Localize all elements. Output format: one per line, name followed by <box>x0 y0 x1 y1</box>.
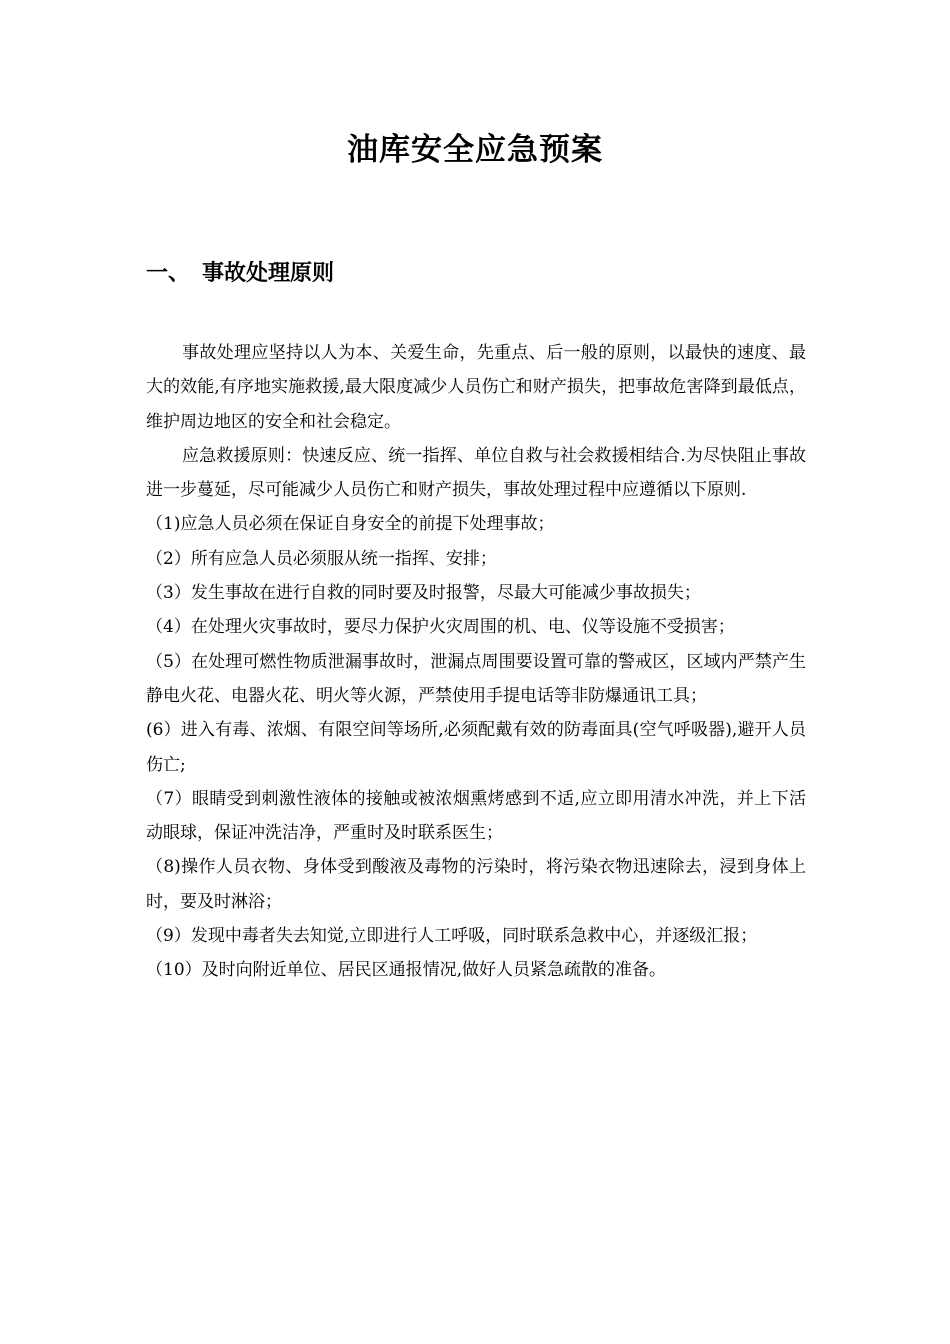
paragraph: 应急救援原则：快速反应、统一指挥、单位自救与社会救援相结合.为尽快阻止事故进一步蔓延，尽可能减少人员伤亡和财产损失，事故处理过程中应遵循以下原则. <box>146 445 806 501</box>
list-item: （10）及时向附近单位、居民区通报情况,做好人员紧急疏散的准备。 <box>146 960 667 981</box>
section-number: 一、 <box>146 261 191 286</box>
document-title: 油库安全应急预案 <box>347 132 603 168</box>
document-body <box>146 336 806 988</box>
list-item: （2）所有应急人员必须服从统一指挥、安排； <box>146 548 497 569</box>
list-item: （7）眼睛受到刺激性液体的接触或被浓烟熏烤感到不适,应立即用清水冲洗，并上下活动眼球，保证冲洗洁净，严重时及时联系医生； <box>146 788 806 844</box>
list-item: （9）发现中毒者失去知觉,立即进行人工呼吸，同时联系急救中心，并逐级汇报； <box>146 926 758 947</box>
list-item: (6）进入有毒、浓烟、有限空间等场所,必须配戴有效的防毒面具(空气呼吸器),避开人员伤亡; <box>146 720 806 775</box>
list-item: （5）在处理可燃性物质泄漏事故时，泄漏点周围要设置可靠的警戒区，区域内严禁产生静电火花、电器火花、明火等火源，严禁使用手提电话等非防爆通讯工具； <box>146 651 806 706</box>
list-item: （1)应急人员必须在保证自身安全的前提下处理事故； <box>146 514 555 535</box>
paragraph: 事故处理应坚持以人为本、关爱生命，先重点、后一般的原则，以最快的速度、最大的效能,有序地实施救援,最大限度减少人员伤亡和财产损失，把事故危害降到最低点，维护周边地区的安全和社会稳定。 <box>146 343 806 432</box>
list-item: （8)操作人员衣物、身体受到酸液及毒物的污染时，将污染衣物迅速除去，浸到身体上时，要及时淋浴； <box>146 857 806 912</box>
list-item: （3）发生事故在进行自救的同时要及时报警，尽最大可能减少事故损失； <box>146 583 701 604</box>
list-item: （4）在处理火灾事故时，要尽力保护火灾周围的机、电、仪等设施不受损害； <box>146 617 735 638</box>
section-heading <box>146 257 334 291</box>
section-heading-text: 事故处理原则 <box>202 261 335 286</box>
